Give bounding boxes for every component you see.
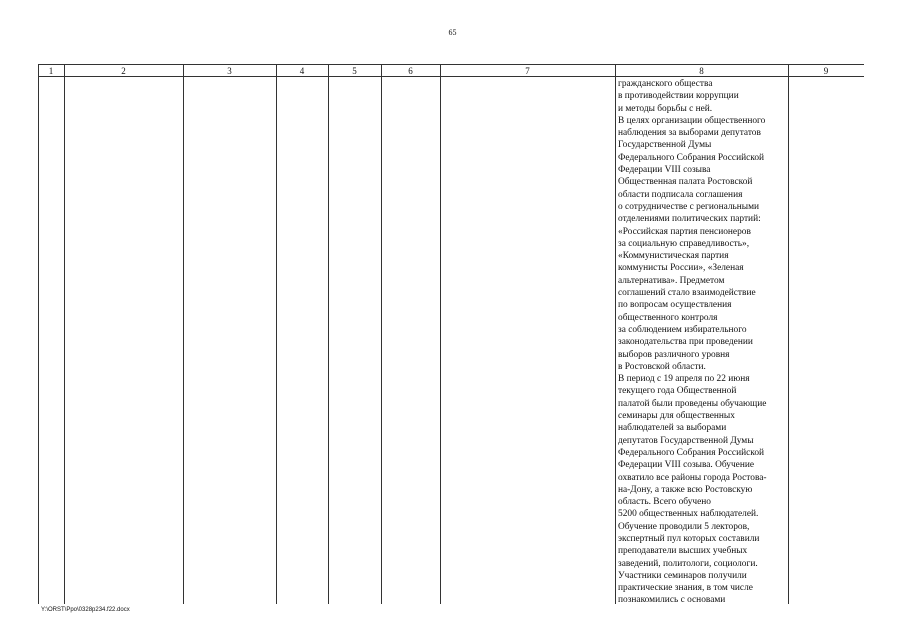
col-border-4 [328, 64, 329, 604]
cell-text-line: практические знания, в том числе [618, 583, 753, 594]
cell-text-line: соглашений стало взаимодействие [618, 288, 756, 299]
cell-text-line: Обучение проводили 5 лекторов, [618, 521, 750, 532]
col-border-7 [615, 64, 616, 604]
col-border-8 [788, 64, 789, 604]
cell-text-line: в противодействии коррупции [618, 91, 739, 102]
col-header-6: 6 [408, 66, 413, 76]
col-border-0 [38, 64, 39, 604]
cell-text-line: в Ростовской области. [618, 361, 706, 372]
cell-text-line: преподаватели высших учебных [618, 546, 748, 557]
cell-text-line: В целях организации общественного [618, 115, 766, 126]
document-table [38, 64, 864, 604]
cell-text-line: заведений, политологи, социологи. [618, 558, 758, 569]
col-header-5: 5 [352, 66, 357, 76]
cell-text-line: охватило все районы города Ростова- [618, 472, 767, 483]
col-header-9: 9 [823, 66, 829, 76]
cell-text-line: «Коммунистическая партия [618, 251, 729, 262]
page-number: 65 [448, 28, 457, 37]
cell-text-line: экспертный пул которых составили [618, 533, 760, 544]
cell-text-line: депутатов Государственной Думы [618, 435, 754, 446]
col-border-2 [183, 64, 184, 604]
col-header-1: 1 [48, 66, 54, 76]
cell-text-line: Федерации VIII созыва. Обучение [618, 460, 755, 471]
cell-text-line: текущего года Общественной [618, 386, 737, 397]
cell-text-line: за соблюдением избирательного [618, 324, 747, 335]
cell-text-line: Государственной Думы [618, 140, 712, 151]
col-8-cell-text [618, 78, 788, 604]
col-header-7: 7 [525, 66, 530, 76]
cell-text-line: альтернатива». Предметом [618, 275, 725, 286]
col-header-8: 8 [699, 66, 704, 76]
col-header-4: 4 [299, 66, 305, 76]
cell-text-line: области подписала соглашения [618, 189, 743, 200]
col-border-6 [440, 64, 441, 604]
cell-text-line: область. Всего обучено [618, 497, 711, 508]
col-header-3: 3 [227, 66, 232, 76]
cell-text-line: познакомились с основами [618, 595, 726, 604]
cell-text-line: Федерального Собрания Российской [618, 152, 765, 163]
col-border-1 [64, 64, 65, 604]
cell-text-line: семинары для общественных [618, 411, 735, 422]
cell-text-line: отделениями политических партий: [618, 214, 761, 225]
cell-text-line: 5200 общественных наблюдателей. [618, 509, 759, 520]
cell-text-line: о сотрудничестве с региональными [618, 201, 760, 212]
col-border-3 [276, 64, 277, 604]
cell-text-line: за социальную справедливость», [618, 238, 750, 249]
cell-text-line: законодательства при проведении [618, 337, 753, 348]
cell-text-line: Общественная палата Ростовской [618, 177, 753, 188]
col-header-2: 2 [121, 66, 126, 76]
cell-text-line: наблюдателей за выборами [618, 423, 727, 434]
cell-text-line: по вопросам осуществления [618, 300, 732, 311]
cell-text-line: Участники семинаров получили [618, 570, 747, 581]
cell-text-line: коммунисты России», «Зеленая [618, 263, 744, 274]
cell-text-line: Федерального Собрания Российской [618, 447, 765, 458]
footer-file-path: Y:\ORST\Ppo\0328p234.f22.docx [41, 607, 130, 613]
cell-text-line: «Российская партия пенсионеров [618, 226, 751, 237]
cell-text-line: и методы борьбы с ней. [618, 103, 713, 114]
cell-text-line: на-Дону, а также всю Ростовскую [618, 484, 753, 495]
cell-text-line: гражданского общества [618, 79, 713, 89]
cell-text-line: выборов различного уровня [618, 349, 730, 360]
table-top-border [38, 64, 864, 65]
cell-text-line: В период с 19 апреля по 22 июня [618, 374, 750, 385]
col-border-5 [381, 64, 382, 604]
cell-text-line: общественного контроля [618, 312, 718, 323]
cell-text-line: наблюдения за выборами депутатов [618, 128, 761, 139]
cell-text-line: палатой были проведены обучающие [618, 398, 767, 409]
cell-text-line: Федерации VIII созыва [618, 165, 711, 176]
